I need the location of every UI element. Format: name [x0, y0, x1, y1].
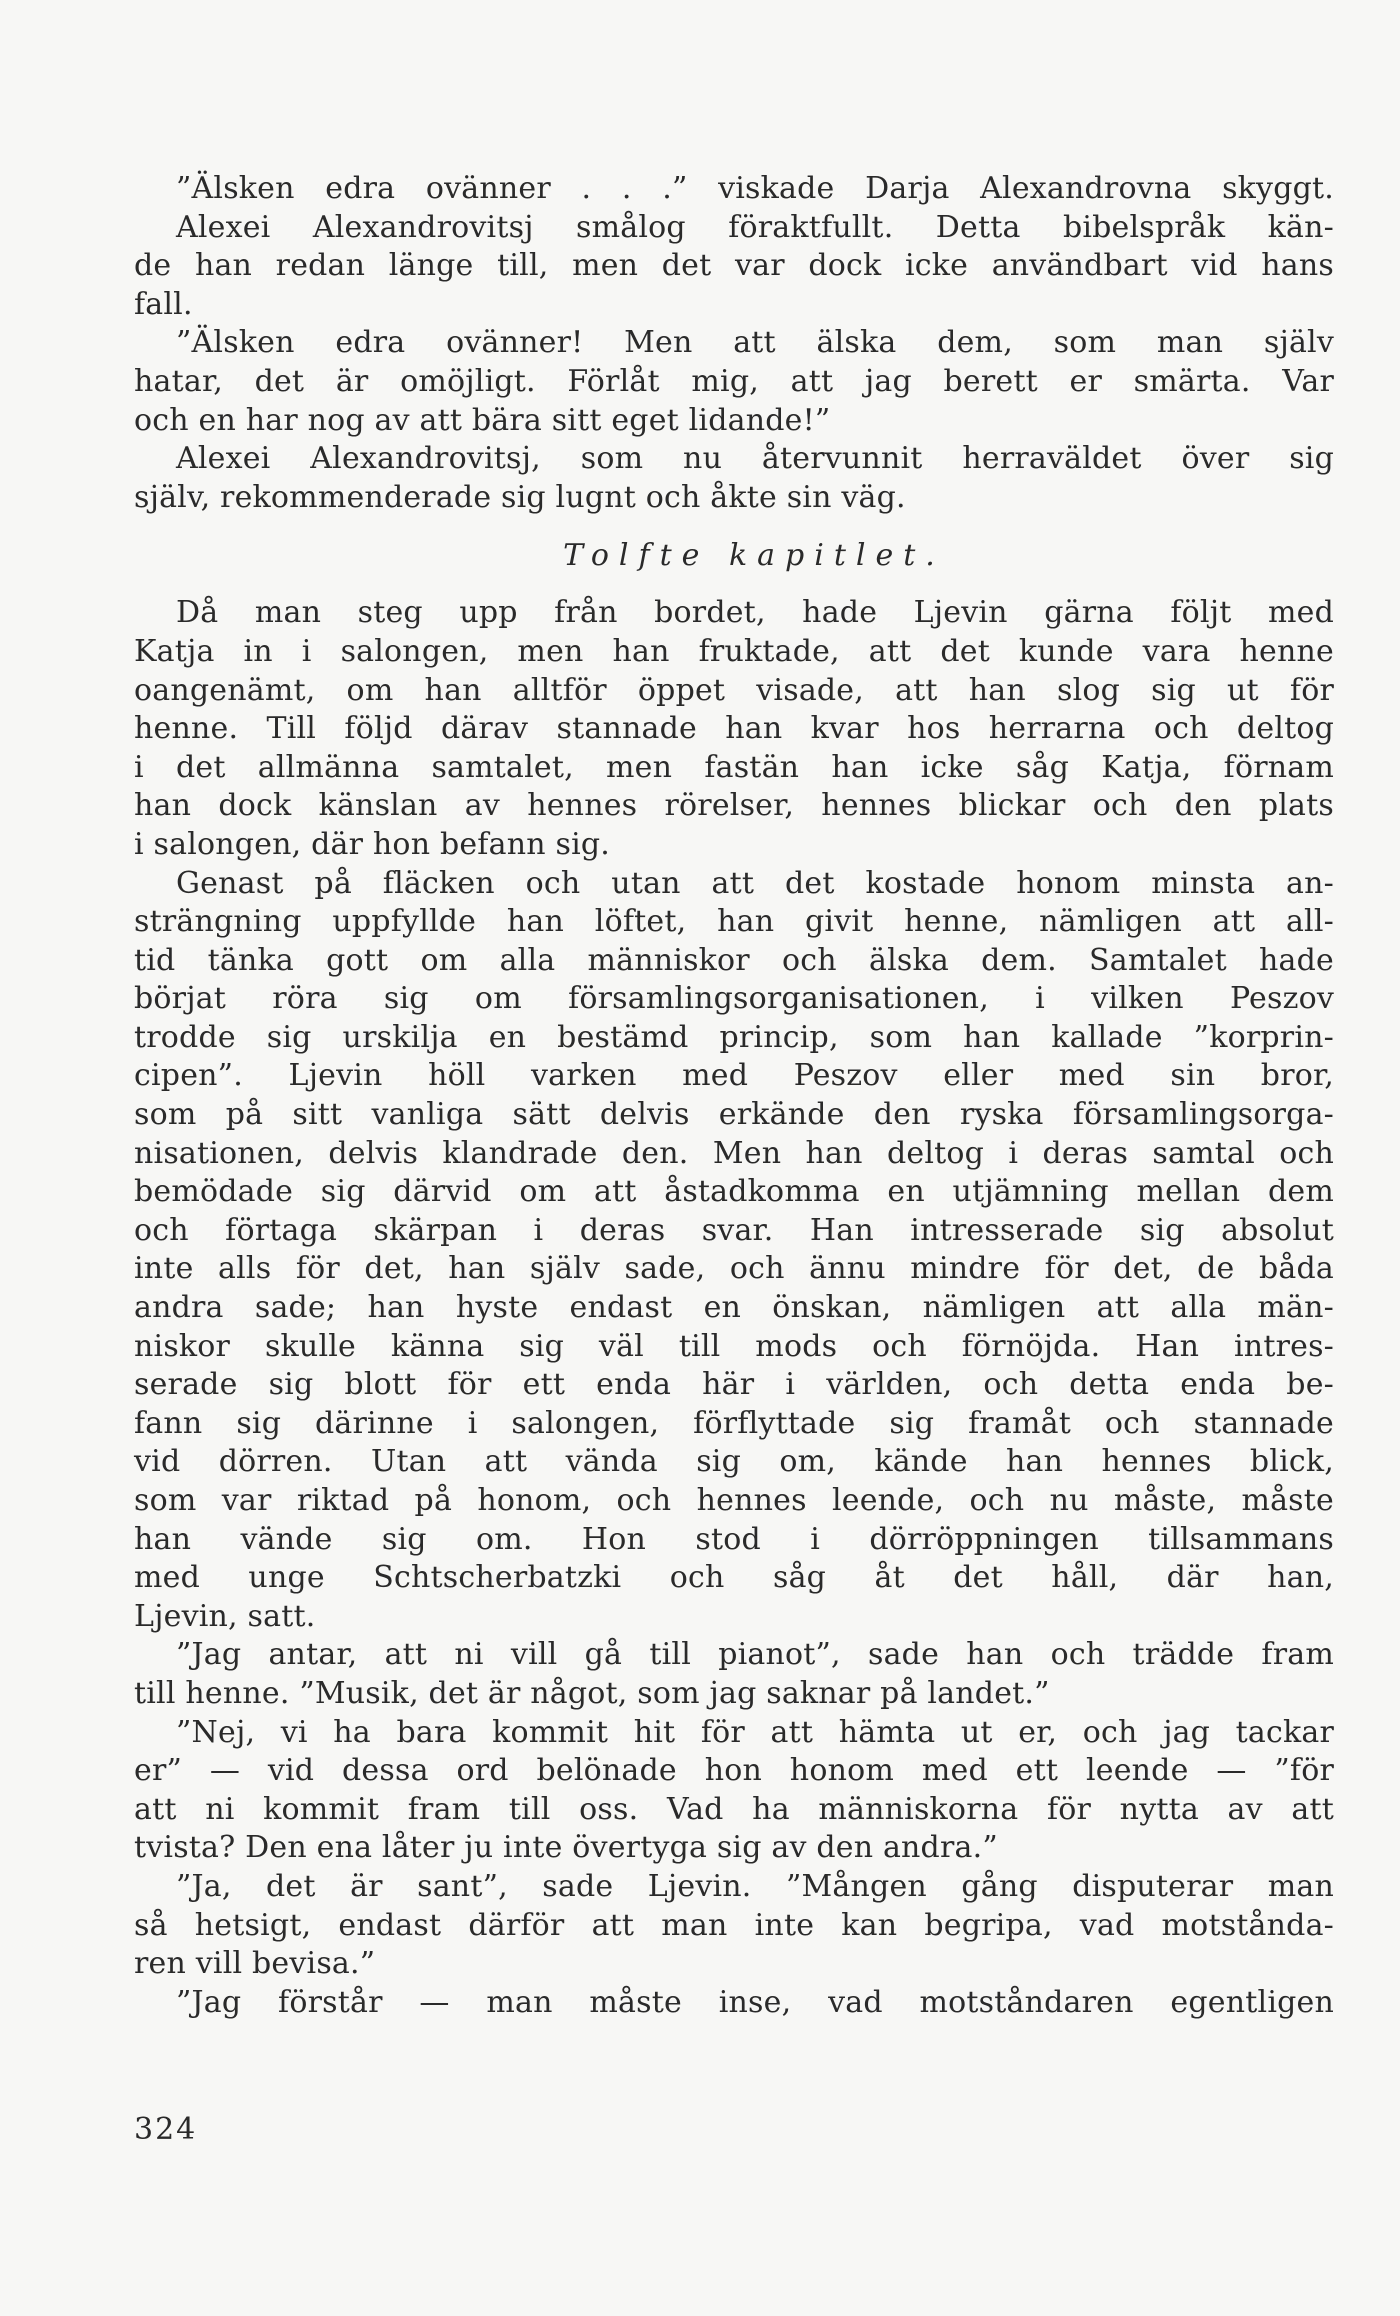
section-before-chapter [134, 170, 1334, 517]
text-line: fann sig därinne i salongen, förflyttade sig framåt och stannade [134, 1405, 1334, 1441]
text-line: ren vill bevisa.” [134, 1946, 376, 1982]
text-line: de han redan länge till, men det var dock icke användbart vid hans [134, 248, 1334, 284]
text-line: i det allmänna samtalet, men fastän han icke såg Katja, förnam [134, 749, 1334, 785]
text-line: tid tänka gott om alla människor och älska dem. Samtalet hade [134, 942, 1334, 978]
text-line: ”Älsken edra ovänner . . .” viskade Darja Alexandrovna skyggt. [176, 171, 1334, 206]
text-line: oangenämt, om han alltför öppet visade, att han slog sig ut för [134, 672, 1334, 708]
text-line: vid dörren. Utan att vända sig om, kände han hennes blick, [134, 1444, 1334, 1480]
chapter-body [134, 594, 1334, 2022]
text-line: fall. [134, 286, 193, 322]
text-line: som på sitt vanliga sätt delvis erkände den ryska församlingsorga- [134, 1097, 1334, 1133]
text-line: själv, rekommenderade sig lugnt och åkte sin väg. [134, 479, 906, 515]
chapter-heading: Tolfte kapitlet. [563, 538, 945, 574]
text-line: Genast på fläcken och utan att det kostade honom minsta an- [176, 865, 1334, 901]
text-line: ”Jag förstår — man måste inse, vad motståndaren egentligen [176, 1984, 1334, 2020]
text-line: och en har nog av att bära sitt eget lidande!” [134, 402, 831, 438]
text-line: tvista? Den ena låter ju inte övertyga sig av den andra.” [134, 1830, 998, 1866]
text-line: han dock känslan av hennes rörelser, hennes blickar och den plats [134, 788, 1334, 824]
text-line: Alexei Alexandrovitsj, som nu återvunnit herraväldet över sig [176, 441, 1334, 477]
text-line: han vände sig om. Hon stod i dörröppningen tillsammans [134, 1521, 1334, 1557]
text-line: till henne. ”Musik, det är något, som jag saknar på landet.” [134, 1675, 1050, 1711]
text-line: börjat röra sig om församlingsorganisationen, i vilken Peszov [134, 981, 1334, 1017]
text-line: med unge Schtscherbatzki och såg åt det håll, där han, [134, 1560, 1334, 1596]
text-line: bemödade sig därvid om att åstadkomma en utjämning mellan dem [134, 1174, 1334, 1210]
text-line: henne. Till följd därav stannade han kvar hos herrarna och deltog [134, 711, 1334, 747]
text-line: ”Ja, det är sant”, sade Ljevin. ”Mången gång disputerar man [176, 1868, 1334, 1904]
text-line: Då man steg upp från bordet, hade Ljevin gärna följt med [176, 595, 1334, 631]
text-line: nisationen, delvis klandrade den. Men han deltog i deras samtal och [134, 1135, 1334, 1171]
text-line: att ni kommit fram till oss. Vad ha människorna för nytta av att [134, 1791, 1334, 1827]
page-text [134, 170, 1334, 2022]
text-line: Katja in i salongen, men han fruktade, att det kunde vara henne [134, 633, 1334, 669]
text-line: ”Älsken edra ovänner! Men att älska dem, som man själv [176, 325, 1334, 361]
page-number: 324 [134, 2112, 198, 2147]
text-line: i salongen, där hon befann sig. [134, 826, 611, 862]
text-line: niskor skulle känna sig väl till mods och förnöjda. Han intres- [134, 1328, 1334, 1364]
text-line: trodde sig urskilja en bestämd princip, som han kallade ”korprin- [134, 1019, 1334, 1055]
text-line: ”Jag antar, att ni vill gå till pianot”, sade han och trädde fram [176, 1637, 1334, 1673]
text-line: Alexei Alexandrovitsj smålog föraktfullt. Detta bibelspråk kän- [176, 209, 1334, 245]
text-line: ”Nej, vi ha bara kommit hit för att hämta ut er, och jag tackar [176, 1714, 1334, 1750]
text-line: hatar, det är omöjligt. Förlåt mig, att jag berett er smärta. Var [134, 363, 1334, 399]
text-line: och förtaga skärpan i deras svar. Han intresserade sig absolut [134, 1212, 1334, 1248]
text-line: inte alls för det, han själv sade, och ännu mindre för det, de båda [134, 1251, 1334, 1287]
text-line: er” — vid dessa ord belönade hon honom med ett leende — ”för [134, 1753, 1334, 1789]
text-line: serade sig blott för ett enda här i världen, och detta enda be- [134, 1367, 1334, 1403]
text-line: andra sade; han hyste endast en önskan, nämligen att alla män- [134, 1290, 1334, 1326]
text-line: som var riktad på honom, och hennes leende, och nu måste, måste [134, 1483, 1334, 1518]
text-line: strängning uppfyllde han löftet, han givit henne, nämligen att all- [134, 904, 1334, 940]
text-line: så hetsigt, endast därför att man inte kan begripa, vad motstånda- [134, 1907, 1334, 1943]
text-line: cipen”. Ljevin höll varken med Peszov eller med sin bror, [134, 1058, 1334, 1094]
text-line: Ljevin, satt. [134, 1598, 316, 1634]
